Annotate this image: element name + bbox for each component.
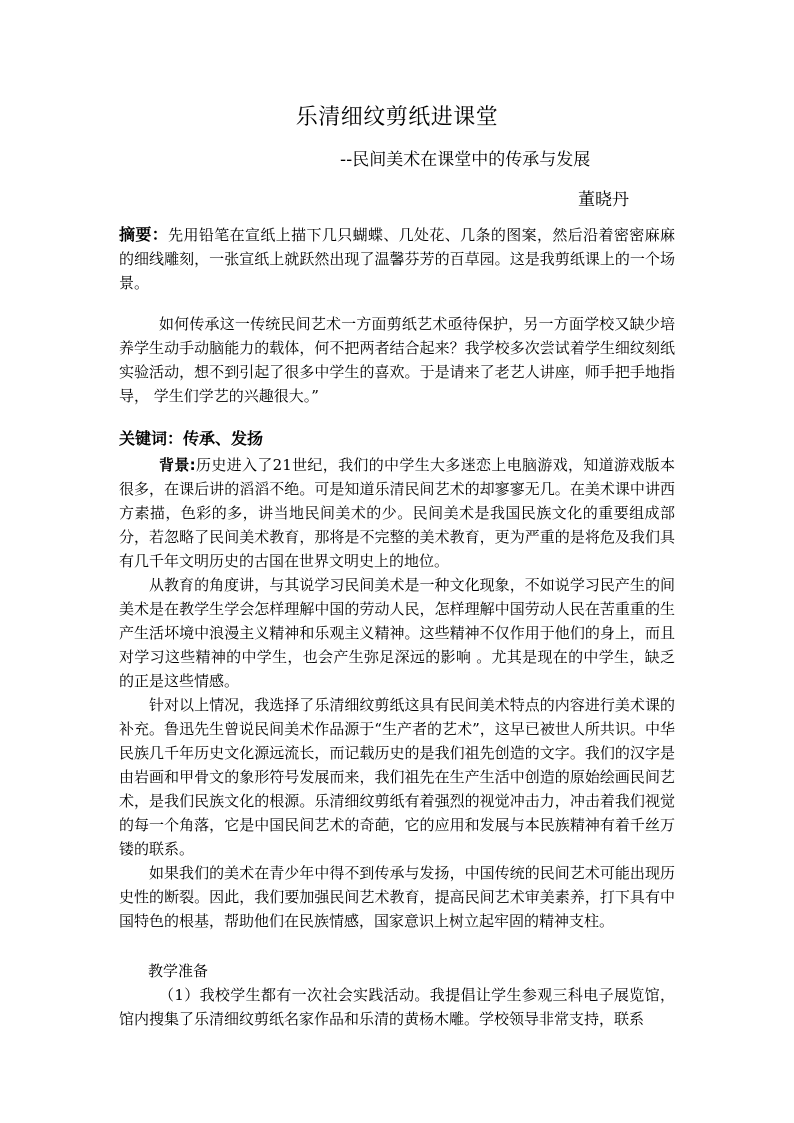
background-text-1: 历史进入了21世纪，我们的中学生大多迷恋上电脑游戏，知道游戏版本很多，在课后讲的滔滔不绝。可是知道乐清民间艺术的却寥寥无几。在美术课中讲西方素描，色彩的多，讲当地民间美术的少。民间美术是我国民族文化的重要组成部分，若忽略了民间美术教育，那将是不完整的美术教育，更为严重的是将危及我们具有几千年文明历史的古国在世界文明史上的地位。 xyxy=(119,456,676,570)
background-paragraph-2: 从教育的角度讲，与其说学习民间美术是一种文化现象，不如说学习民产生的间美术是在教学生学会怎样理解中国的劳动人民，怎样理解中国劳动人民在苦重重的生产生活坏境中浪漫主义精神和乐观主义精神。这些精神不仅作用于他们的身上，而且对学习这些精神的中学生，也会产生弥足深远的影响 。尤其是现在的中学生，缺乏的正是这些情感。 xyxy=(119,576,675,690)
keywords-line: 关键词：传承、发扬 xyxy=(119,429,264,448)
document-title: 乐清细纹剪纸进课堂 xyxy=(295,105,499,130)
author-name: 董晓丹 xyxy=(578,190,629,210)
quote-paragraph: 如何传承这一传统民间艺术一方面剪纸艺术亟待保护，另一方面学校又缺少培养学生动手动脑能力的载体，何不把两者结合起来？我学校多次尝试着学生细纹刻纸实验活动，想不到引起了很多中学生的喜欢。于是请来了老艺人讲座，师手把手地指导， 学生们学艺的兴趣很大。” xyxy=(119,315,675,405)
background-section xyxy=(119,453,675,933)
document-subtitle: --民间美术在课堂中的传承与发展 xyxy=(340,150,591,170)
preparation-item-1: （1）我校学生都有一次社会实践活动。我提倡让学生参观三科电子展览馆，馆内搜集了乐清细纹剪纸名家作品和乐清的黄杨木雕。学校领导非常支持，联系 xyxy=(119,986,675,1028)
preparation-section xyxy=(119,983,675,1031)
abstract-label: 摘要： xyxy=(119,225,169,244)
preparation-heading: 教学准备 xyxy=(148,962,209,980)
background-label: 背景: xyxy=(159,456,196,474)
background-paragraph-3: 针对以上情况，我选择了乐清细纹剪纸这具有民间美术特点的内容进行美术课的补充。鲁迅先生曾说民间美术作品源于“生产者的艺术”，这早已被世人所共识。中华民族几千年历史文化源远流长，而记载历史的是我们祖先创造的文字。我们的汉字是由岩画和甲骨文的象形符号发展而来，我们祖先在生产生活中创造的原始绘画民间艺术，是我们民族文化的根源。乐清细纹剪纸有着强烈的视觉冲击力，冲击着我们视觉的每一个角落，它是中国民间艺术的奇葩，它的应用和发展与本民族精神有着千丝万镂的联系。 xyxy=(119,696,675,858)
abstract-text: 先用铅笔在宣纸上描下几只蝴蝶、几处花、几条的图案，然后沿着密密麻麻的细线雕刻，一张宣纸上就跃然出现了温馨芬芳的百草园。这是我剪纸课上的一个场景。 xyxy=(119,226,675,292)
abstract-paragraph xyxy=(119,223,675,295)
background-paragraph-1 xyxy=(119,453,675,573)
background-paragraph-4: 如果我们的美术在青少年中得不到传承与发扬，中国传统的民间艺术可能出现历史性的断裂。因此，我们要加强民间艺术教育，提高民间艺术审美素养，打下具有中国特色的根基，帮助他们在民族情感，国家意识上树立起牢固的精神支柱。 xyxy=(119,864,675,930)
